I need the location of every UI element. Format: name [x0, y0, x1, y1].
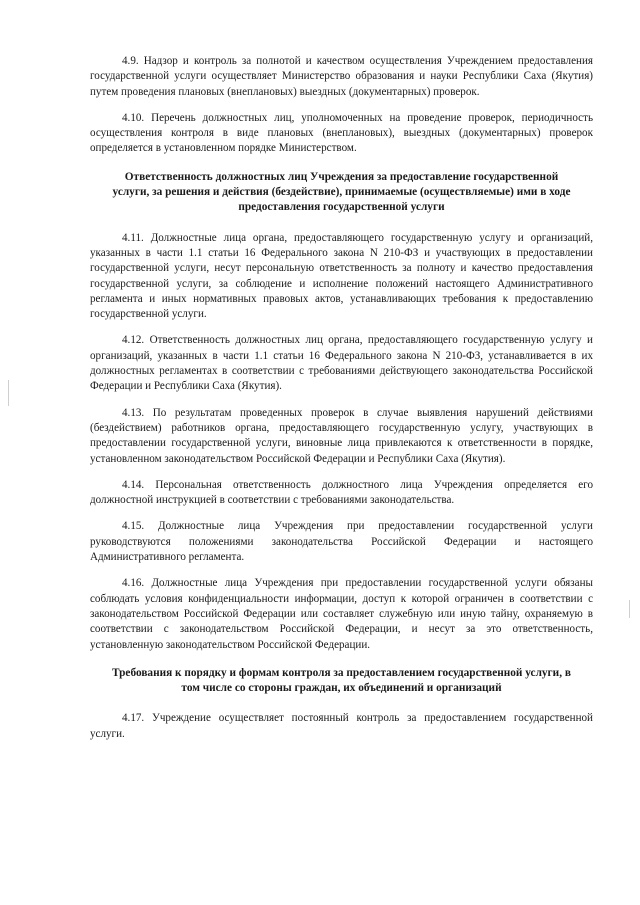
section-heading-responsibility: Ответственность должностных лиц Учреждения за предоставление государственной услуги, за решения и действия (бездействие), принимаемые (осуществляемые) ими в ходе предоставления государственной услуги — [112, 170, 571, 214]
paragraph-4-17: 4.17. Учреждение осуществляет постоянный контроль за предоставлением государственной услуги. — [90, 712, 593, 740]
paragraph-4-16: 4.16. Должностные лица Учреждения при предоставлении государственной услуги обязаны соблюдать условия конфиденциальности информации, доступ к которой ограничен в соответствии с законодательством Российской Федерации или составляет служебную или иную тайну, охраняемую в соответствии с законодательством Российской Федерации, и несут за это ответственность, установленную законодательством Российской Федерации. — [90, 577, 593, 651]
paragraph-4-15: 4.15. Должностные лица Учреждения при предоставлении государственной услуги руководствуются положениями законодательства Российской Федерации и настоящего Административного регламента. — [90, 520, 593, 564]
paragraph-4-9: 4.9. Надзор и контроль за полнотой и качеством осуществления Учреждением предоставления государственной услуги осуществляет Министерство образования и науки Республики Саха (Якутия) путем проведения плановых (внеплановых) выездных (документарных) проверок. — [90, 55, 593, 98]
paragraph-4-13: 4.13. По результатам проведенных проверок в случае выявления нарушений действиями (бездействием) работников органа, предоставляющего государственную услугу, участвующих в предоставлении государственной услуги, виновные лица привлекаются к ответственности в порядке, установленном законодательством Российской Федерации и Республики Саха (Якутия). — [90, 406, 593, 465]
scan-edge-mark-left — [8, 380, 9, 406]
paragraph-4-12: 4.12. Ответственность должностных лиц органа, предоставляющего государственную услугу и организаций, указанных в части 1.1 статьи 16 Федерального закона N 210-ФЗ, устанавливается в их должностных регламентах в соответствии с требованиями действующего законодательства Российской Федерации и Республики Саха (Якутия). — [90, 334, 593, 393]
paragraph-4-11: 4.11. Должностные лица органа, предоставляющего государственную услугу и организаций, указанных в части 1.1 статьи 16 Федерального закона N 210-ФЗ и участвующих в предоставлении государственной услуги, несут персональную ответственность за полноту и качество предоставления государственной услуги, за соблюдение и исполнение положений настоящего Административного регламента и иных нормативных правовых актов, устанавливающих требования к предоставлению государственной услуги. — [90, 231, 593, 321]
section-heading-control-requirements: Требования к порядку и формам контроля за предоставлением государственной услуги, в том числе со стороны граждан, их объединений и организаций — [112, 666, 571, 695]
paragraph-4-10: 4.10. Перечень должностных лиц, уполномоченных на проведение проверок, периодичность осуществления контроля в виде плановых (внеплановых), выездных (документарных) проверок определяется в установленном порядке Министерством. — [90, 111, 593, 155]
scan-edge-mark-right — [629, 600, 630, 618]
paragraph-4-14: 4.14. Персональная ответственность должностного лица Учреждения определяется его должностной инструкцией в соответствии с требованиями законодательства. — [90, 478, 593, 507]
